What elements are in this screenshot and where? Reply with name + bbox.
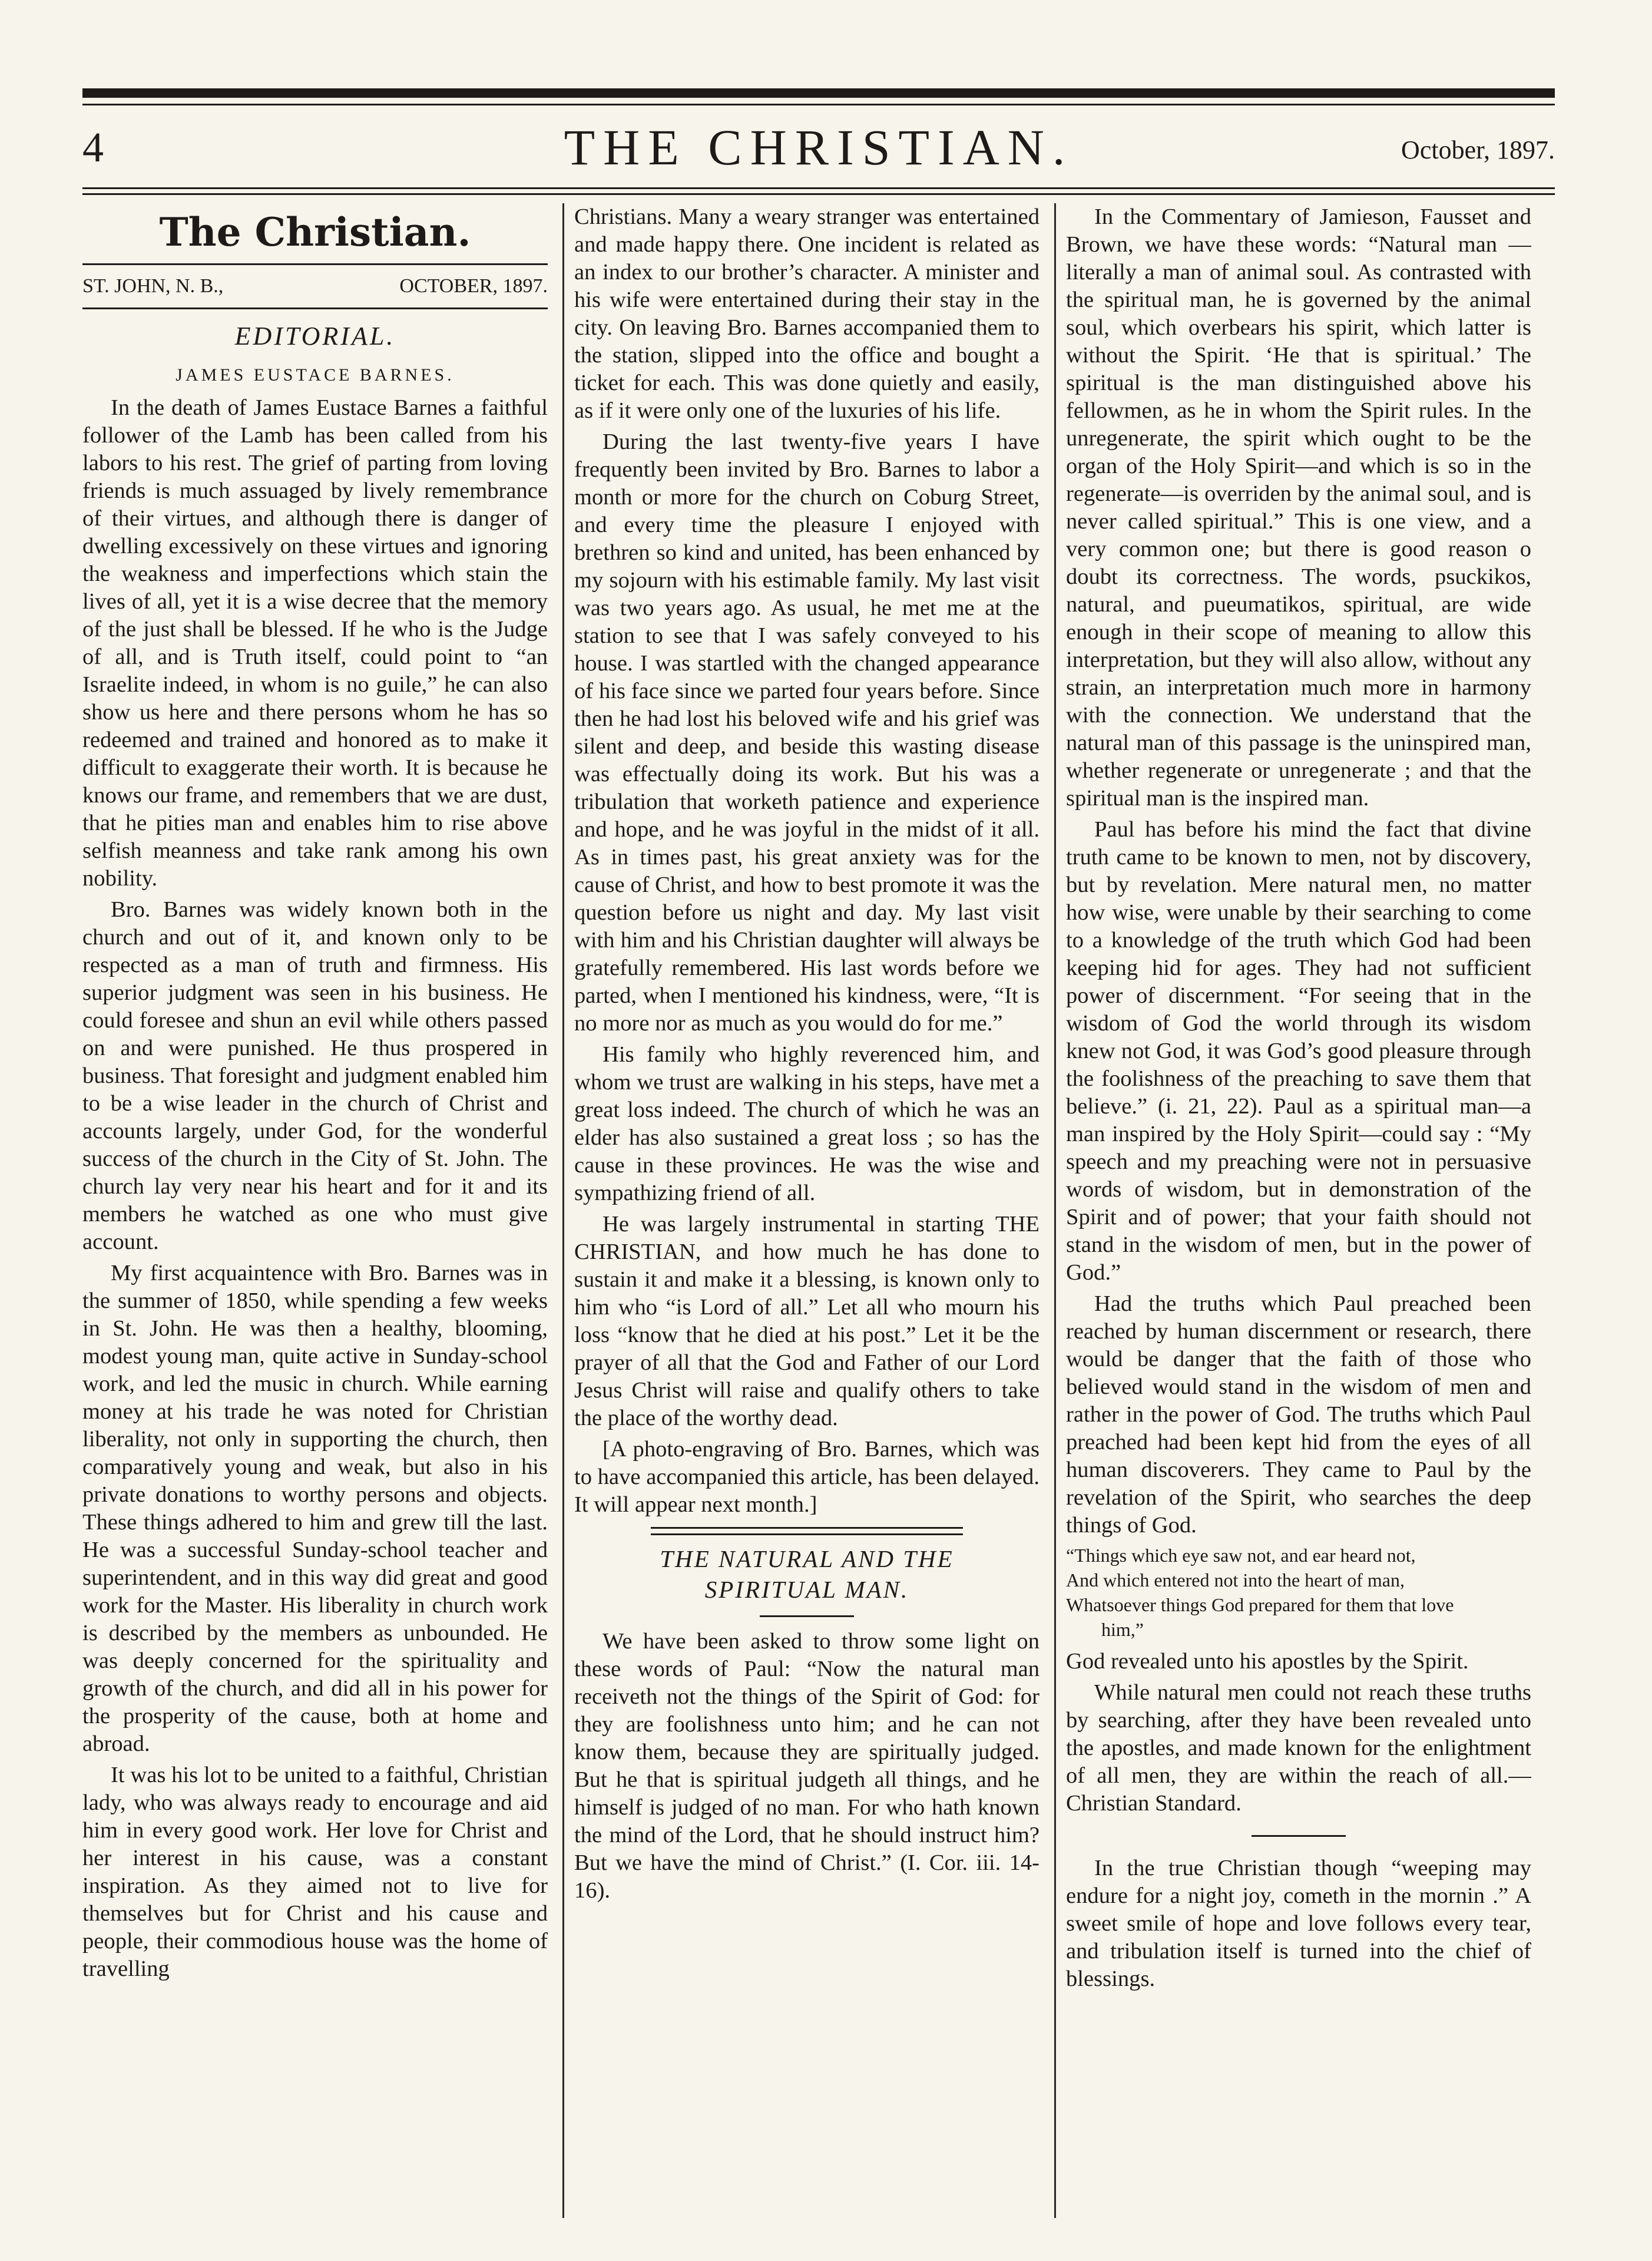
dateline-date: OCTOBER, 1897. (399, 275, 548, 297)
article-paragraph: God revealed unto his apostles by the Spirit. (1066, 1649, 1469, 1674)
dateline (82, 270, 548, 303)
editorial-paragraph: During the last twenty-five years I have frequently been invited by Bro. Barnes to labor a month or more for the church on Coburg Street, and every time the pleasure I enjoyed with brethren so kind and united, has been enhanced by my sojourn with his estimable family. My last visit was two years ago. As usual, he met me at the station to see that I was safely conveyed to his house. I was startled with the changed appearance of his face since we parted four years before. Since then he had lost his beloved wife and his grief was silent and deep, and beside this wasting disease was effectually doing its work. But his was a tribulation that worketh patience and experience and hope, and he was joyful in the midst of it all. As in times past, his great anxiety was for the cause of Christ, and how to best promote it was the question before us night and day. My last visit with him and his Christian daughter will always be gratefully remembered. His last words before we parted, when I mentioned his kindness, were, “It is no more nor as much as you would do for me.” (574, 429, 1039, 1036)
article-separator (651, 1527, 963, 1535)
column-1 (82, 203, 548, 2218)
article-paragraph: While natural men could not reach these truths by searching, after they have been revealed unto the apostles, and made known for the enlightment of all men, they are within the reach of all.—Christian Standard. (1066, 1680, 1531, 1816)
editorial-paragraph: His family who highly reverenced him, and whom we trust are walking in his steps, have met a great loss indeed. The church of which he was an elder has also sustained a great loss ; so has the cause in these provinces. He was the wise and sympathizing friend of all. (574, 1042, 1039, 1205)
column-2 (574, 203, 1039, 2218)
editorial-subject: JAMES EUSTACE BARNES. (176, 365, 455, 385)
quote-line: And which entered not into the heart of man, (1066, 1569, 1405, 1591)
paper-title: THE CHRISTIAN. (564, 119, 1074, 176)
article-paragraph: Paul has before his mind the fact that divine truth came to be known to men, not by discovery, but by revelation. Mere natural men, no matter how wise, were unable by their searching to come to a knowledge of the truth which God had been keeping hid for ages. They had not sufficient power of discernment. “For seeing that in the wisdom of God the world through its wisdom knew not God, it was God’s good pleasure through the foolishness of the preaching to save them that believe.” (i. 21, 22). Paul as a spiritual man—a man inspired by the Holy Spirit—could say : “My speech and my preaching were not in persuasive words of wisdom, but in demonstration of the Spirit and of power; that your faith should not stand in the wisdom of men, but in the power of God.” (1066, 817, 1531, 1285)
closing-paragraph: In the true Christian though “weeping may endure for a night joy, cometh in the mornin .” A sweet smile of hope and love follows every tear, and tribulation itself is turned into the chief of blessings. (1066, 1856, 1531, 1991)
editorial-paragraph: He was largely instrumental in starting THE CHRISTIAN, and how much he has done to sustain it and make it a blessing, is known only to him who “is Lord of all.” Let all who mourn his loss “know that he died at his post.” Let it be the prayer of all that the God and Father of our Lord Jesus Christ will raise and qualify others to take the place of the worthy dead. (574, 1212, 1039, 1430)
nameplate-title: The Christian. (159, 209, 471, 255)
article-heading-rule (760, 1615, 854, 1617)
quote-line: “Things which eye saw not, and ear heard not, (1066, 1545, 1416, 1566)
editorial-heading: EDITORIAL. (234, 322, 396, 351)
article-heading: THE NATURAL AND THE SPIRITUAL MAN. (660, 1545, 954, 1603)
column-divider-1 (562, 203, 564, 2218)
dateline-place: ST. JOHN, N. B., (82, 275, 224, 297)
editorial-note: [A photo-engraving of Bro. Barnes, which was to have accompanied this article, has been delayed. It will appear next month.] (574, 1437, 1039, 1517)
editorial-paragraph: In the death of James Eustace Barnes a faithful follower of the Lamb has been called from his labors to his rest. The grief of parting from loving friends is much assuaged by lively remembrance of their virtues, and although there is danger of dwelling excessively on these virtues and ignoring the weakness and imperfections which stain the lives of all, yet it is a wise decree that the memory of the just shall be blessed. If he who is the Judge of all, and is Truth itself, could point to “an Israelite indeed, in whom is no guile,” he can also show us here and there persons whom he has so redeemed and trained and honored as to make it difficult to exaggerate their worth. It is because he knows our frame, and remembers that we are dust, that he pities man and enables him to rise above selfish meanness and take rank among his own nobility. (82, 395, 548, 891)
quote-line: him,” (1101, 1619, 1144, 1640)
column-3 (1066, 203, 1531, 2218)
editorial-paragraph: My first acquaintence with Bro. Barnes was in the summer of 1850, while spending a few weeks in St. John. He was then a healthy, blooming, modest young man, quite active in Sunday-school work, and led the music in church. While earning money at his trade he was noted for Christian liberality, not only in supporting the church, then comparatively young and weak, but also in his private donations to worthy persons and objects. These things adhered to him and grew till the last. He was a successful Sunday-school teacher and superintendent, and in this way did great and good work for the Master. His liberality in church work is described by the members as unbounded. He was deeply concerned for the spirituality and growth of the church, and did all in his power for the prosperity of the cause, both at home and abroad. (82, 1261, 548, 1756)
masthead-rule-2 (82, 193, 1555, 195)
top-rule-thin (82, 104, 1555, 105)
article-paragraph: Had the truths which Paul preached been reached by human discernment or research, there would be danger that the faith of those who believed would stand in the wisdom of men and rather in the power of God. The truths which Paul preached had been kept hid from the eyes of all human discoverers. They came to Paul by the revelation of the Spirit, who searches the deep things of God. (1066, 1291, 1531, 1538)
column-divider-2 (1054, 203, 1056, 2218)
article-paragraph: In the Commentary of Jamieson, Fausset and Brown, we have these words: “Natural man — literally a man of animal soul. As contrasted with the spiritual man, he is governed by the animal soul, which overbears his spirit, which latter is without the Spirit. ‘He that is spiritual.’ The spiritual is the man distinguished above his fellowmen, as he in whom the Spirit rules. In the unregenerate, the spirit which ought to be the organ of the Holy Spirit—and which is so in the regenerate—is overriden by the animal soul, and is never called spiritual.” This is one view, and a very common one; but there is good reason o doubt its correctness. The words, psuckikos, natural, and pueumatikos, spiritual, are wide enough in their scope of meaning to allow this interpretation, but they will also allow, without any strain, an interpretation much more in harmony with the connection. We understand that the natural man of this passage is the uninspired man, whether regenerate or unregenerate ; and that the spiritual man is the inspired man. (1066, 204, 1531, 811)
masthead (82, 118, 1555, 183)
article-paragraph: We have been asked to throw some light on these words of Paul: “Now the natural man receiveth not the things of the Spirit of God: for they are foolishness unto him; and he can not know them, because they are spiritually judged. But he that is spiritual judgeth all things, and he himself is judged of no man. For who hath known the mind of the Lord, that he should instruct him? But we have the mind of Christ.” (I. Cor. iii. 14-16). (574, 1629, 1039, 1903)
quote-line: Whatsoever things God prepared for them that love (1066, 1594, 1454, 1615)
masthead-rule-1 (82, 187, 1555, 189)
editorial-paragraph: It was his lot to be united to a faithful, Christian lady, who was always ready to encourage and aid him in every good work. Her love for Christ and her interest in his cause, was a constant inspiration. As they aimed not to live for themselves but for Christ and his cause and people, their commodious house was the home of travelling (82, 1763, 548, 1981)
top-rule-thick (82, 88, 1555, 98)
editorial-paragraph: Bro. Barnes was widely known both in the church and out of it, and known only to be respected as a man of truth and firmness. His superior judgment was seen in his business. He could foresee and shun an evil while others passed on and were punished. He thus prospered in business. That foresight and judgment enabled him to be a wise leader in the church of Christ and accounts largely, under God, for the wonderful success of the church in the City of St. John. The church lay very near his heart and for it and its members he watched as one who must give account. (82, 897, 548, 1254)
scripture-quote (1066, 1543, 1531, 1642)
nameplate-rule (82, 263, 548, 265)
dateline-rule (82, 308, 548, 309)
issue-date: October, 1897. (1401, 135, 1555, 164)
closing-separator (1252, 1835, 1346, 1837)
page-number: 4 (82, 124, 104, 171)
editorial-paragraph: Christians. Many a weary stranger was entertained and made happy there. One incident is related as an index to our brother’s character. A minister and his wife were entertained during their stay in the city. On leaving Bro. Barnes accompanied them to the station, slipped into the office and bought a ticket for each. This was done quietly and easily, as if it were only one of the luxuries of his life. (574, 204, 1039, 423)
